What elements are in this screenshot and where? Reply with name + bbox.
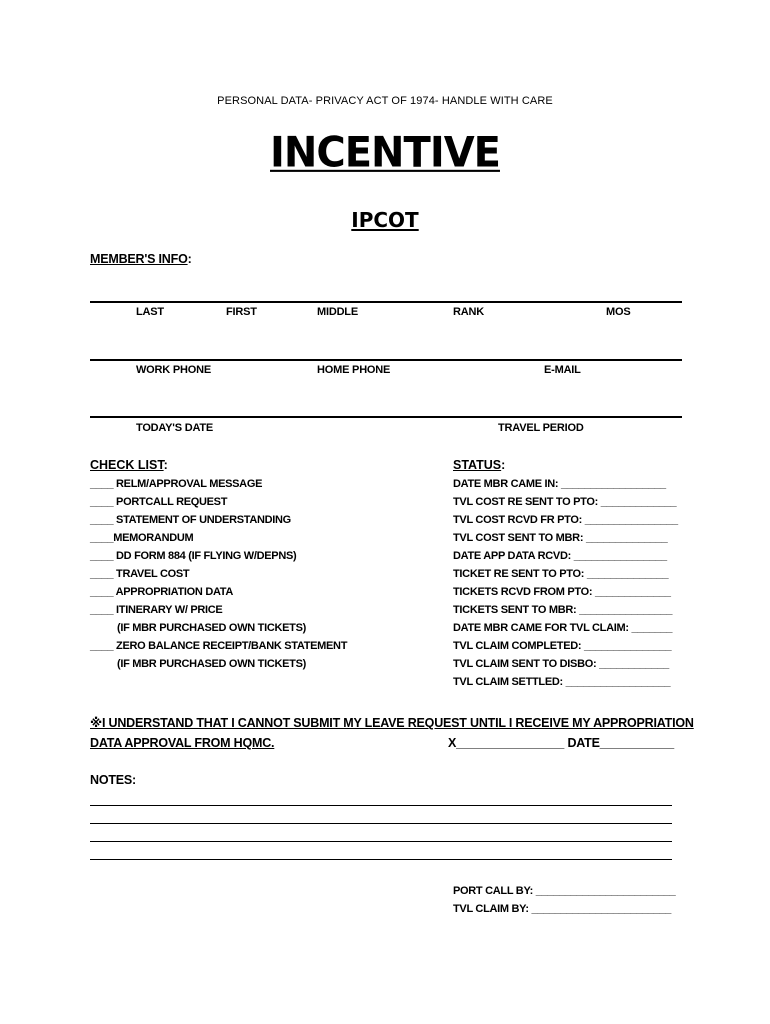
check-item-zero-balance: ____ ZERO BALANCE RECEIPT/BANK STATEMENT bbox=[90, 640, 348, 652]
status-tvl-claim-settled: TVL CLAIM SETTLED: __________________ bbox=[453, 676, 671, 688]
check-item-statement: ____ STATEMENT OF UNDERSTANDING bbox=[90, 514, 291, 526]
status-tvl-claim-completed: TVL CLAIM COMPLETED: _______________ bbox=[453, 640, 672, 652]
row2-line bbox=[90, 359, 682, 361]
notes-line-2 bbox=[90, 823, 672, 824]
status-date-app-data: DATE APP DATA RCVD: ________________ bbox=[453, 550, 667, 562]
port-call-by: PORT CALL BY: ________________________ bbox=[453, 885, 676, 897]
status-date-came-in: DATE MBR CAME IN: __________________ bbox=[453, 478, 666, 490]
status-ticket-re-sent: TICKET RE SENT TO PTO: ______________ bbox=[453, 568, 669, 580]
middle-name-label: MIDDLE bbox=[317, 306, 358, 318]
row1-line bbox=[90, 301, 682, 303]
understanding-statement-line1: ※I UNDERSTAND THAT I CANNOT SUBMIT MY LEAVE REQUEST UNTIL I RECEIVE MY APPROPRIATION bbox=[90, 716, 694, 730]
check-item-portcall: ____ PORTCALL REQUEST bbox=[90, 496, 228, 508]
check-item-dd-form: ____ DD FORM 884 (IF FLYING W/DEPNS) bbox=[90, 550, 297, 562]
status-tickets-rcvd: TICKETS RCVD FROM PTO: _____________ bbox=[453, 586, 671, 598]
check-item-zero-balance-note: (IF MBR PURCHASED OWN TICKETS) bbox=[117, 658, 306, 670]
notes-line-1 bbox=[90, 805, 672, 806]
privacy-header: PERSONAL DATA- PRIVACY ACT OF 1974- HANDLE WITH CARE bbox=[217, 95, 553, 107]
tvl-claim-by: TVL CLAIM BY: ________________________ bbox=[453, 903, 672, 915]
check-list-label: CHECK LIST bbox=[90, 458, 164, 472]
status-label: STATUS bbox=[453, 458, 502, 472]
members-info-label: MEMBER'S INFO bbox=[90, 252, 188, 266]
todays-date-label: TODAY'S DATE bbox=[136, 422, 214, 434]
form-title: INCENTIVE bbox=[270, 128, 500, 178]
row3-line bbox=[90, 416, 682, 418]
travel-period-label: TRAVEL PERIOD bbox=[498, 422, 584, 434]
notes-line-3 bbox=[90, 841, 672, 842]
first-name-label: FIRST bbox=[226, 306, 257, 318]
members-info-heading bbox=[90, 252, 192, 266]
rank-label: RANK bbox=[453, 306, 484, 318]
status-tickets-sent-mbr: TICKETS SENT TO MBR: ________________ bbox=[453, 604, 673, 616]
status-colon: : bbox=[501, 458, 506, 472]
check-item-travel-cost: ____ TRAVEL COST bbox=[90, 568, 190, 580]
notes-label: NOTES: bbox=[90, 773, 137, 787]
email-label: E-MAIL bbox=[544, 364, 581, 376]
status-tvl-cost-sent-mbr: TVL COST SENT TO MBR: ______________ bbox=[453, 532, 668, 544]
check-item-itinerary: ____ ITINERARY W/ PRICE bbox=[90, 604, 223, 616]
notes-line-4 bbox=[90, 859, 672, 860]
check-item-appropriation: ____ APPROPRIATION DATA bbox=[90, 586, 234, 598]
home-phone-label: HOME PHONE bbox=[317, 364, 391, 376]
signature-date-line: X________________ DATE___________ bbox=[448, 736, 675, 750]
status-heading bbox=[453, 458, 505, 472]
mos-label: MOS bbox=[606, 306, 631, 318]
status-tvl-cost-re-sent: TVL COST RE SENT TO PTO: _____________ bbox=[453, 496, 677, 508]
status-tvl-claim-sent-disbo: TVL CLAIM SENT TO DISBO: ____________ bbox=[453, 658, 669, 670]
check-list-colon: : bbox=[163, 458, 168, 472]
form-subtitle: IPCOT bbox=[351, 208, 419, 232]
work-phone-label: WORK PHONE bbox=[136, 364, 212, 376]
check-item-memorandum: ____MEMORANDUM bbox=[90, 532, 194, 544]
check-item-relm: ____ RELM/APPROVAL MESSAGE bbox=[90, 478, 263, 490]
status-tvl-cost-rcvd: TVL COST RCVD FR PTO: ________________ bbox=[453, 514, 678, 526]
check-item-itinerary-note: (IF MBR PURCHASED OWN TICKETS) bbox=[117, 622, 306, 634]
status-date-tvl-claim: DATE MBR CAME FOR TVL CLAIM: _______ bbox=[453, 622, 673, 634]
last-name-label: LAST bbox=[136, 306, 164, 318]
check-list-heading bbox=[90, 458, 168, 472]
understanding-statement-line2: DATA APPROVAL FROM HQMC. bbox=[90, 736, 275, 750]
members-info-colon: : bbox=[187, 252, 192, 266]
